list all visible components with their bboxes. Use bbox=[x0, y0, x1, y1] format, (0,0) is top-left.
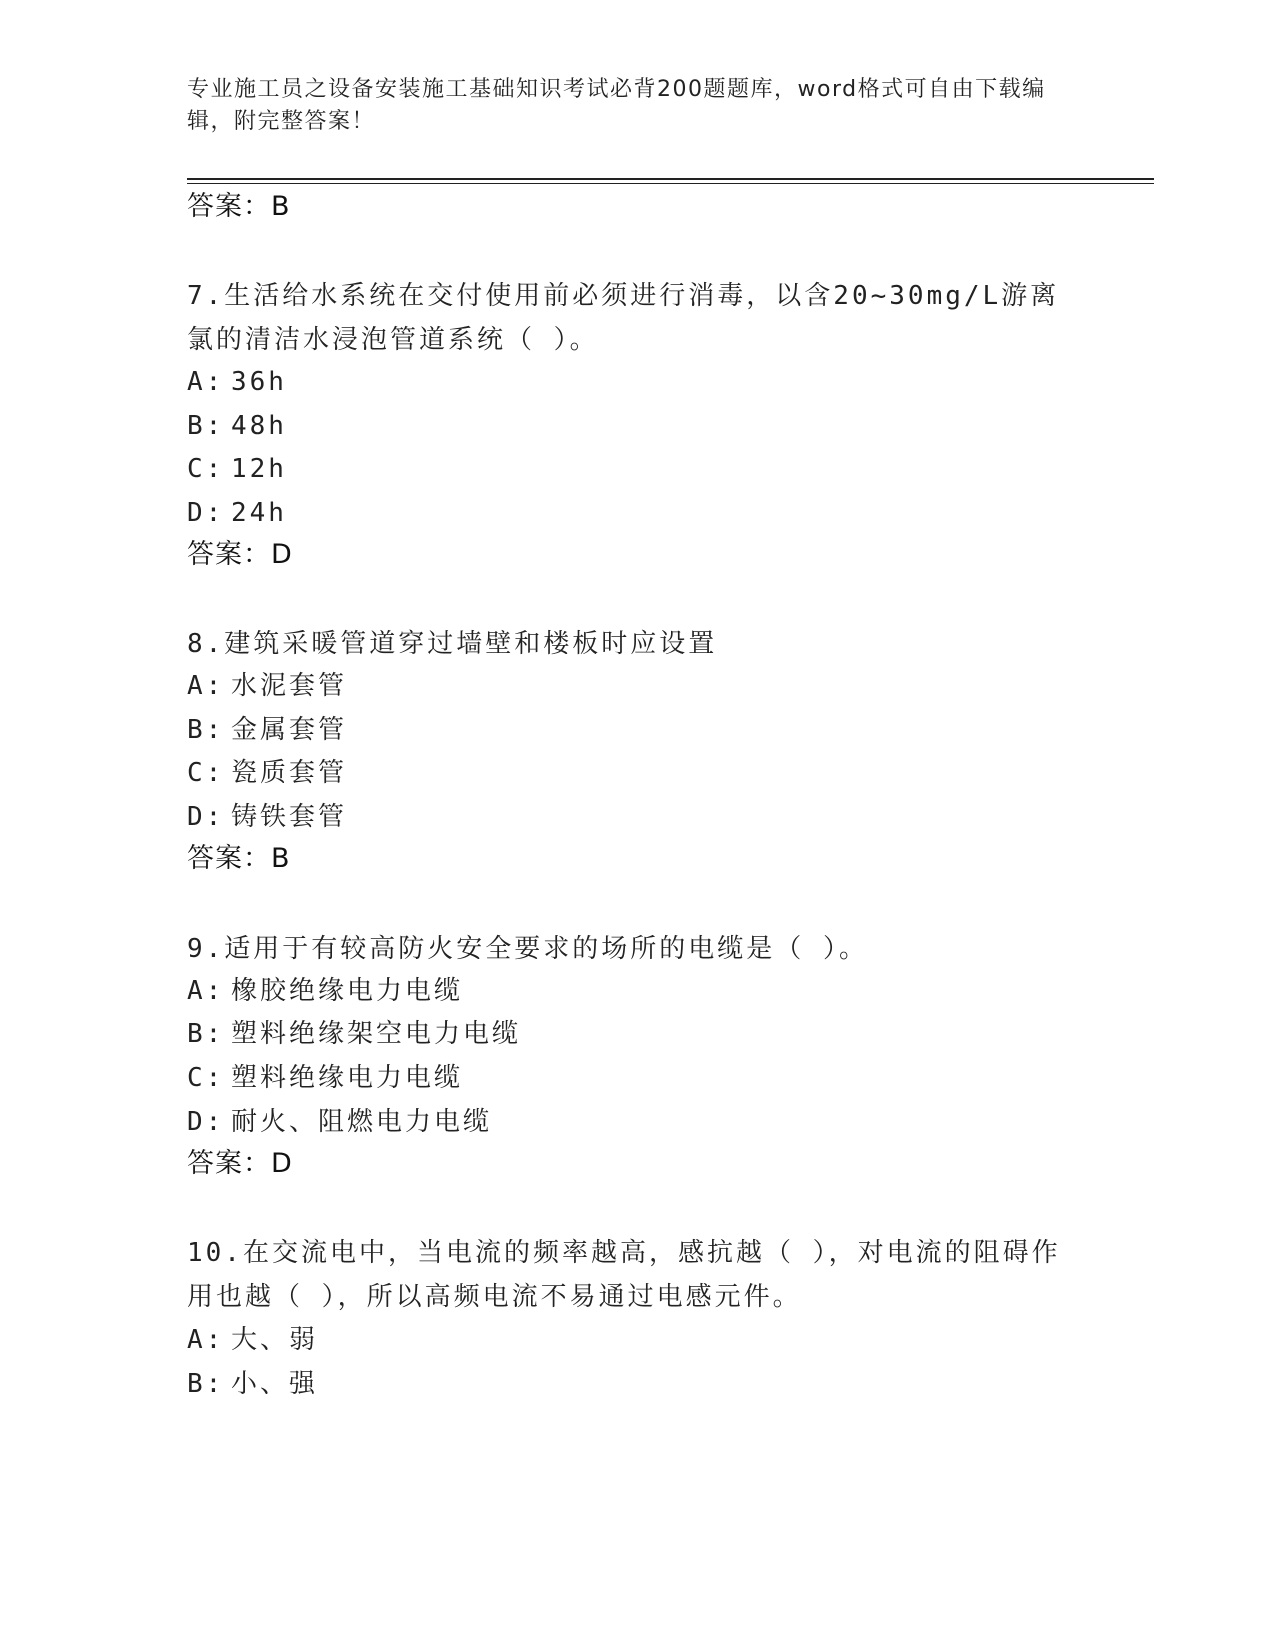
option-text: 塑料绝缘架空电力电缆 bbox=[231, 1019, 522, 1049]
question-10-option-a bbox=[187, 1320, 318, 1360]
option-letter: C: bbox=[187, 454, 225, 484]
question-9-option-d bbox=[187, 1102, 492, 1142]
option-text: 橡胶绝缘电力电缆 bbox=[231, 976, 464, 1006]
option-text: 塑料绝缘电力电缆 bbox=[231, 1063, 464, 1093]
option-text: 铸铁套管 bbox=[231, 802, 348, 832]
option-letter: A: bbox=[187, 1325, 225, 1355]
option-letter: C: bbox=[187, 758, 225, 788]
page-header-title: 专业施工员之设备安装施工基础知识考试必背200题题库，word格式可自由下载编辑，附完整答案！ bbox=[187, 77, 1046, 134]
header-rule-top bbox=[187, 178, 1154, 180]
question-9-answer: 答案：D bbox=[187, 1148, 293, 1179]
option-text: 耐火、阻燃电力电缆 bbox=[231, 1107, 493, 1137]
option-text: 48h bbox=[231, 411, 287, 441]
header-rule-bottom bbox=[187, 183, 1154, 184]
option-text: 金属套管 bbox=[231, 715, 348, 745]
option-letter: B: bbox=[187, 1019, 225, 1049]
question-8-option-a bbox=[187, 666, 347, 706]
option-letter: D: bbox=[187, 498, 225, 528]
option-text: 小、强 bbox=[231, 1369, 319, 1399]
option-text: 24h bbox=[231, 498, 287, 528]
option-letter: A: bbox=[187, 367, 225, 397]
question-8-option-d bbox=[187, 797, 347, 837]
question-9-option-c bbox=[187, 1058, 463, 1098]
option-letter: B: bbox=[187, 411, 225, 441]
question-7-option-c bbox=[187, 449, 287, 489]
option-text: 瓷质套管 bbox=[231, 758, 348, 788]
option-text: 水泥套管 bbox=[231, 671, 348, 701]
question-7-option-d bbox=[187, 493, 287, 533]
option-letter: B: bbox=[187, 1369, 225, 1399]
option-text: 大、弱 bbox=[231, 1325, 319, 1355]
previous-answer: 答案：B bbox=[187, 191, 291, 222]
question-9-text: 9.适用于有较高防火安全要求的场所的电缆是（ ）。 bbox=[187, 934, 868, 964]
question-7-option-b bbox=[187, 406, 287, 446]
option-text: 36h bbox=[231, 367, 287, 397]
option-letter: B: bbox=[187, 715, 225, 745]
option-letter: A: bbox=[187, 671, 225, 701]
question-8-text: 8.建筑采暖管道穿过墙壁和楼板时应设置 bbox=[187, 629, 718, 659]
option-letter: D: bbox=[187, 802, 225, 832]
question-7-option-a bbox=[187, 362, 287, 402]
question-7-answer: 答案：D bbox=[187, 539, 293, 570]
question-10-option-b bbox=[187, 1364, 318, 1404]
question-9-option-a bbox=[187, 971, 463, 1011]
option-text: 12h bbox=[231, 454, 287, 484]
option-letter: D: bbox=[187, 1107, 225, 1137]
option-letter: A: bbox=[187, 976, 225, 1006]
question-7-text: 7.生活给水系统在交付使用前必须进行消毒，以含20~30mg/L游离氯的清洁水浸泡管道系统（ ）。 bbox=[187, 281, 1060, 355]
option-letter: C: bbox=[187, 1063, 225, 1093]
question-8-option-c bbox=[187, 753, 347, 793]
question-8-option-b bbox=[187, 710, 347, 750]
question-8-answer: 答案：B bbox=[187, 843, 291, 874]
question-10-text: 10.在交流电中，当电流的频率越高，感抗越（ ），对电流的阻碍作用也越（ ），所以高频电流不易通过电感元件。 bbox=[187, 1238, 1061, 1312]
question-9-option-b bbox=[187, 1014, 521, 1054]
